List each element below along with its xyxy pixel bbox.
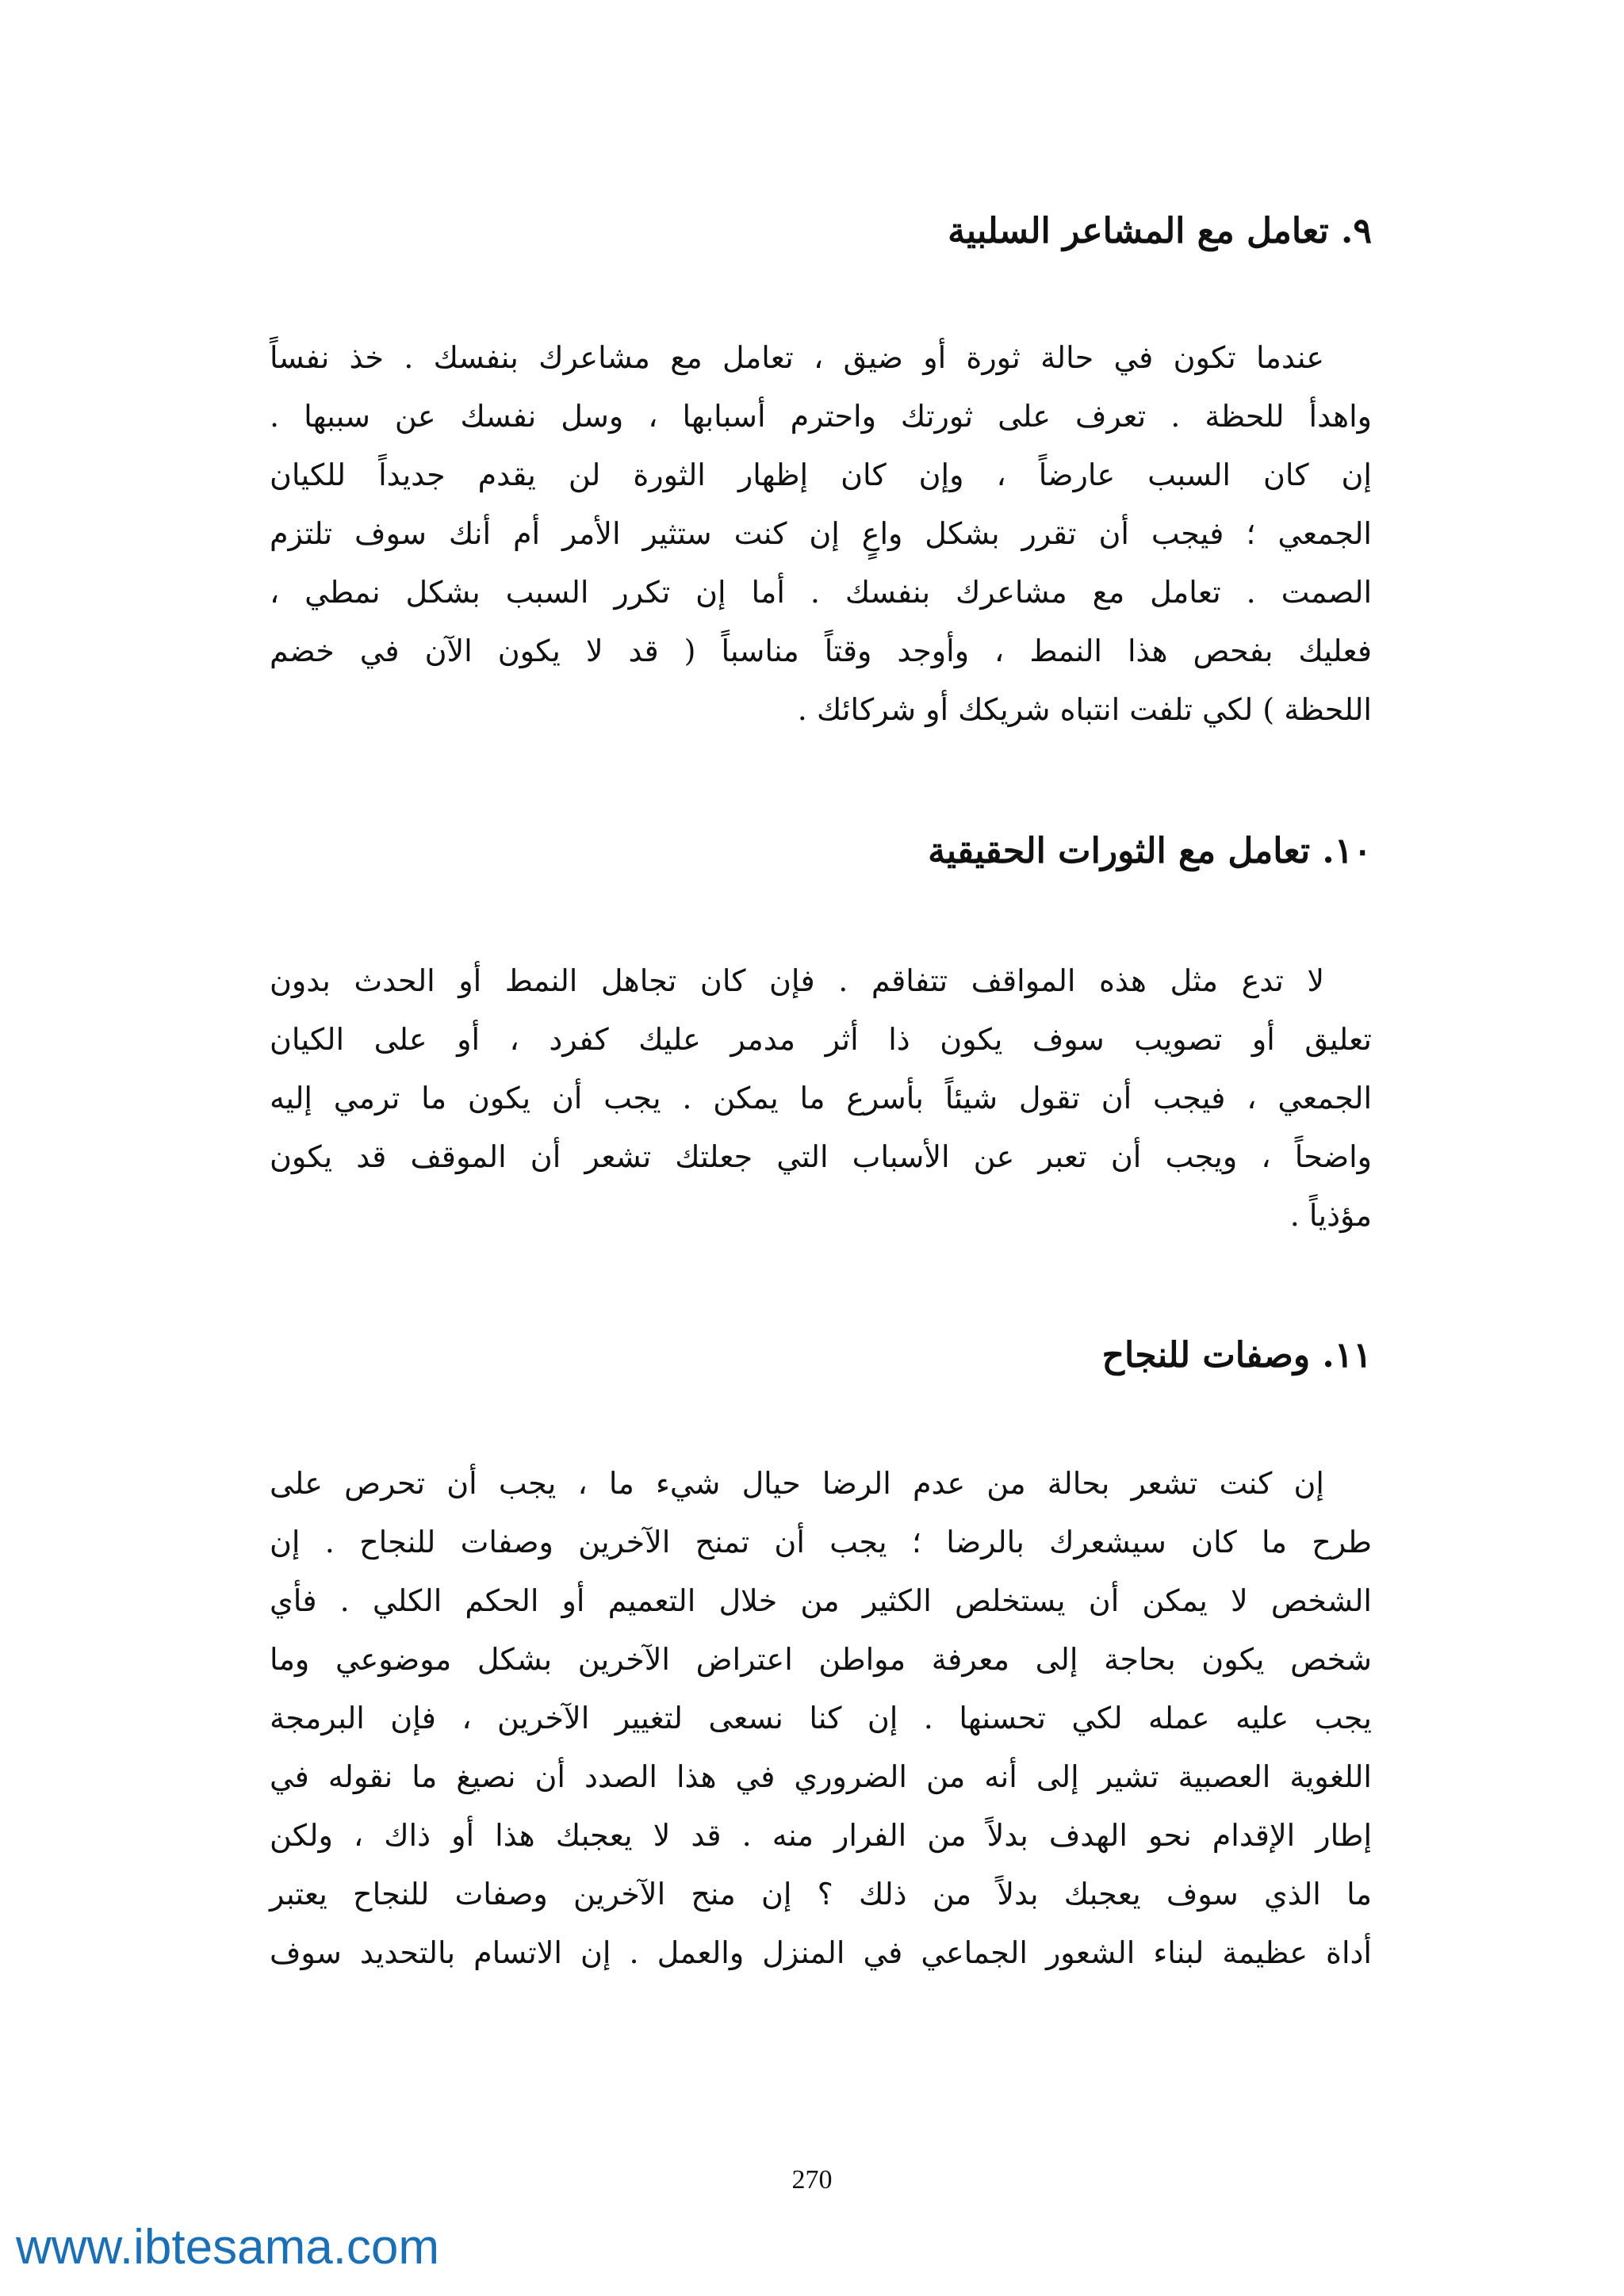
paragraph-line: أداة عظيمة لبناء الشعور الجماعي في المنزل والعمل . إن الاتسام بالتحديد سوف	[270, 1935, 1372, 1970]
section-10-paragraph	[270, 951, 1372, 1245]
paragraph-line: فعليك بفحص هذا النمط ، وأوجد وقتاً مناسباً ( قد لا يكون الآن في خضم	[270, 633, 1372, 668]
paragraph-line: مؤذياً .	[1289, 1198, 1372, 1233]
section-11-paragraph	[270, 1454, 1372, 1982]
paragraph-line: إن كان السبب عارضاً ، وإن كان إظهار الثورة لن يقدم جديداً للكيان	[270, 457, 1372, 492]
paragraph-line: الجمعي ، فيجب أن تقول شيئاً بأسرع ما يمكن . يجب أن يكون ما ترمي إليه	[270, 1081, 1372, 1115]
paragraph-line: اللحظة ) لكي تلفت انتباه شريكك أو شركائك .	[797, 692, 1372, 727]
paragraph-line: ما الذي سوف يعجبك بدلاً من ذلك ؟ إن منح الآخرين وصفات للنجاح يعتبر	[270, 1877, 1372, 1911]
paragraph-line: تعليق أو تصويب سوف يكون ذا أثر مدمر عليك كفرد ، أو على الكيان	[270, 1022, 1372, 1057]
section-9-heading: ٩. تعامل مع المشاعر السلبية	[948, 211, 1372, 251]
paragraph-line: الصمت . تعامل مع مشاعرك بنفسك . أما إن تكرر السبب بشكل نمطي ،	[270, 575, 1372, 610]
section-10-heading: ١٠. تعامل مع الثورات الحقيقية	[928, 831, 1372, 871]
paragraph-line: الشخص لا يمكن أن يستخلص الكثير من خلال التعميم أو الحكم الكلي . فأي	[270, 1583, 1372, 1618]
section-11-heading: ١١. وصفات للنجاح	[1101, 1335, 1372, 1376]
paragraph-line: طرح ما كان سيشعرك بالرضا ؛ يجب أن تمنح الآخرين وصفات للنجاح . إن	[270, 1525, 1372, 1559]
paragraph-line: الجمعي ؛ فيجب أن تقرر بشكل واعٍ إن كنت ستثير الأمر أم أنك سوف تلتزم	[270, 516, 1372, 551]
section-9-paragraph	[270, 328, 1372, 739]
website-watermark: www.ibtesama.com	[16, 2220, 440, 2275]
paragraph-line: يجب عليه عمله لكي تحسنها . إن كنا نسعى لتغيير الآخرين ، فإن البرمجة	[270, 1701, 1372, 1735]
paragraph-line: واضحاً ، ويجب أن تعبر عن الأسباب التي جعلتك تشعر أن الموقف قد يكون	[270, 1139, 1372, 1174]
page-number: 270	[791, 2165, 833, 2195]
paragraph-line: لا تدع مثل هذه المواقف تتفاقم . فإن كان تجاهل النمط أو الحدث بدون	[270, 963, 1324, 998]
paragraph-line: إن كنت تشعر بحالة من عدم الرضا حيال شيء ما ، يجب أن تحرص على	[270, 1466, 1324, 1501]
paragraph-line: اللغوية العصبية تشير إلى أنه من الضروري في هذا الصدد أن نصيغ ما نقوله في	[270, 1759, 1372, 1794]
paragraph-line: واهدأ للحظة . تعرف على ثورتك واحترم أسبابها ، وسل نفسك عن سببها .	[270, 399, 1372, 434]
paragraph-line: إطار الإقدام نحو الهدف بدلاً من الفرار منه . قد لا يعجبك هذا أو ذاك ، ولكن	[270, 1818, 1372, 1853]
paragraph-line: شخص يكون بحاجة إلى معرفة مواطن اعتراض الآخرين بشكل موضوعي وما	[270, 1642, 1372, 1677]
paragraph-line: عندما تكون في حالة ثورة أو ضيق ، تعامل مع مشاعرك بنفسك . خذ نفساً	[270, 340, 1324, 375]
